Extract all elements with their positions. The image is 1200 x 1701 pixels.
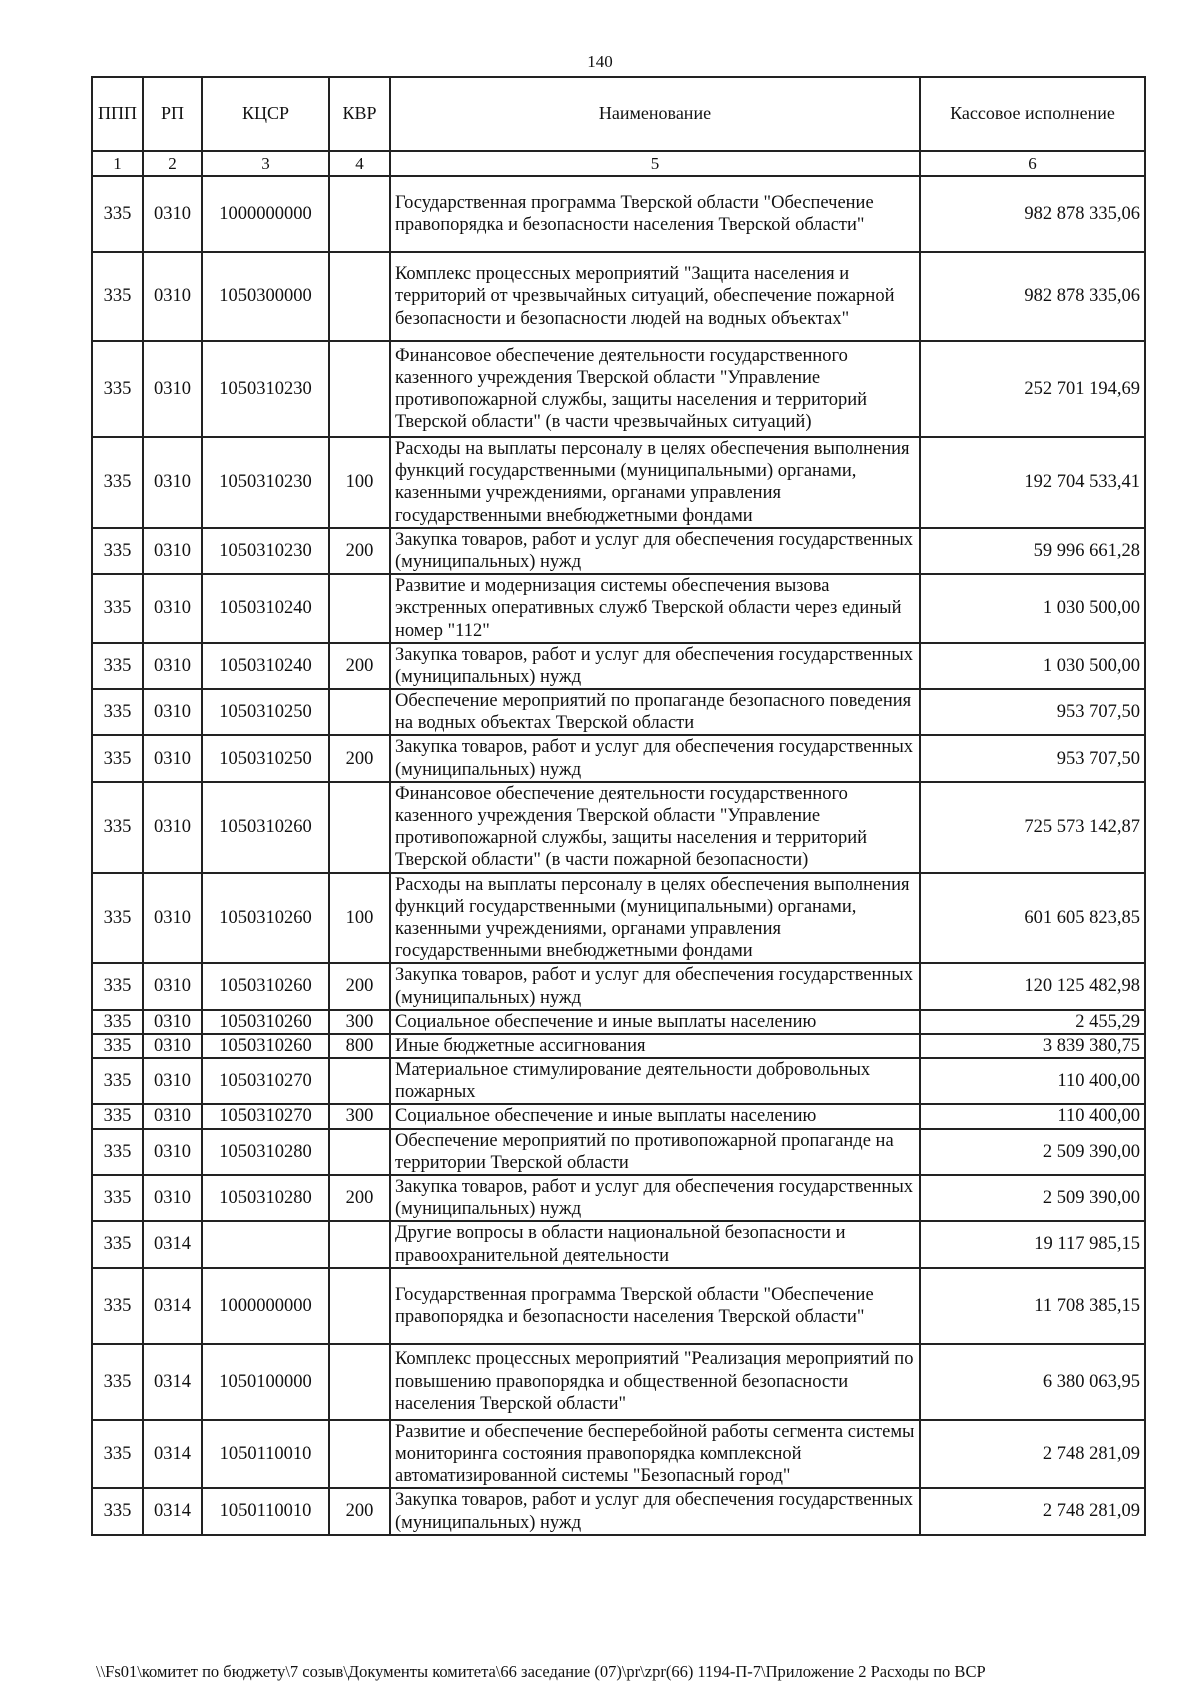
cell-ppp: 335 (92, 252, 143, 341)
cell-name: Иные бюджетные ассигнования (390, 1034, 920, 1058)
cell-name: Расходы на выплаты персоналу в целях обеспечения выполнения функций государственными (муниципальными) органами, казенными учреждениями, органами управления государственными внебюджетными фондами (390, 437, 920, 528)
cell-kvr (329, 782, 390, 873)
cell-rp: 0310 (143, 176, 202, 252)
cell-rp: 0314 (143, 1488, 202, 1534)
cell-amount: 59 996 661,28 (920, 528, 1145, 574)
cell-amount: 120 125 482,98 (920, 963, 1145, 1009)
cell-kvr: 200 (329, 963, 390, 1009)
cell-amount: 252 701 194,69 (920, 341, 1145, 437)
cell-rp: 0310 (143, 528, 202, 574)
cell-amount: 601 605 823,85 (920, 873, 1145, 964)
cell-kcsr: 1050310260 (202, 1010, 329, 1034)
header-ppp: ППП (92, 77, 143, 151)
cell-amount: 2 748 281,09 (920, 1420, 1145, 1489)
header-amount: Кассовое исполнение (920, 77, 1145, 151)
column-number: 4 (329, 151, 390, 176)
cell-kvr (329, 1058, 390, 1104)
table-row (92, 782, 1145, 873)
table-row (92, 689, 1145, 735)
cell-rp: 0310 (143, 643, 202, 689)
table-row (92, 437, 1145, 528)
cell-kvr (329, 176, 390, 252)
cell-kcsr: 1050110010 (202, 1420, 329, 1489)
cell-rp: 0314 (143, 1344, 202, 1420)
cell-rp: 0310 (143, 1129, 202, 1175)
cell-ppp: 335 (92, 1010, 143, 1034)
cell-rp: 0314 (143, 1221, 202, 1267)
cell-rp: 0310 (143, 574, 202, 643)
cell-kcsr: 1050310250 (202, 689, 329, 735)
table-row (92, 574, 1145, 643)
cell-kcsr: 1050310230 (202, 437, 329, 528)
header-rp: РП (143, 77, 202, 151)
cell-rp: 0310 (143, 1058, 202, 1104)
cell-kvr (329, 1268, 390, 1344)
cell-name: Закупка товаров, работ и услуг для обеспечения государственных (муниципальных) нужд (390, 1175, 920, 1221)
table-row (92, 1420, 1145, 1489)
cell-kvr (329, 341, 390, 437)
table-row (92, 643, 1145, 689)
column-number: 2 (143, 151, 202, 176)
header-name: Наименование (390, 77, 920, 151)
table-row (92, 252, 1145, 341)
cell-kcsr: 1050310230 (202, 528, 329, 574)
cell-name: Закупка товаров, работ и услуг для обеспечения государственных (муниципальных) нужд (390, 963, 920, 1009)
cell-ppp: 335 (92, 1344, 143, 1420)
cell-kcsr: 1050100000 (202, 1344, 329, 1420)
cell-kcsr: 1050310280 (202, 1129, 329, 1175)
cell-kcsr: 1050310240 (202, 643, 329, 689)
cell-kvr: 100 (329, 437, 390, 528)
cell-kcsr: 1050110010 (202, 1488, 329, 1534)
cell-rp: 0310 (143, 963, 202, 1009)
header-kcsr: КЦСР (202, 77, 329, 151)
cell-name: Закупка товаров, работ и услуг для обеспечения государственных (муниципальных) нужд (390, 735, 920, 781)
table-row (92, 1488, 1145, 1534)
cell-amount: 2 509 390,00 (920, 1129, 1145, 1175)
cell-kcsr: 1050310230 (202, 341, 329, 437)
cell-amount: 110 400,00 (920, 1104, 1145, 1128)
cell-amount: 953 707,50 (920, 735, 1145, 781)
cell-name: Обеспечение мероприятий по пропаганде безопасного поведения на водных объектах Тверской области (390, 689, 920, 735)
table-row (92, 1221, 1145, 1267)
cell-kcsr: 1050300000 (202, 252, 329, 341)
cell-kvr (329, 1221, 390, 1267)
table-row (92, 873, 1145, 964)
cell-ppp: 335 (92, 782, 143, 873)
cell-name: Финансовое обеспечение деятельности государственного казенного учреждения Тверской области "Управление противопожарной службы, защиты населения и территорий Тверской области" (в части пожарной безопасности) (390, 782, 920, 873)
cell-amount: 19 117 985,15 (920, 1221, 1145, 1267)
table-row (92, 1058, 1145, 1104)
cell-name: Государственная программа Тверской области "Обеспечение правопорядка и безопасности населения Тверской области" (390, 176, 920, 252)
cell-rp: 0310 (143, 1104, 202, 1128)
budget-table (91, 76, 1146, 1536)
cell-amount: 1 030 500,00 (920, 643, 1145, 689)
cell-name: Обеспечение мероприятий по противопожарной пропаганде на территории Тверской области (390, 1129, 920, 1175)
table-row (92, 1268, 1145, 1344)
cell-rp: 0310 (143, 689, 202, 735)
cell-ppp: 335 (92, 1129, 143, 1175)
footer-file-path: \\Fs01\комитет по бюджету\7 созыв\Документы комитета\66 заседание (07)\pr\zpr(66) 1194-П-7\Приложение 2 Расходы по ВСР (96, 1662, 986, 1681)
cell-name: Закупка товаров, работ и услуг для обеспечения государственных (муниципальных) нужд (390, 643, 920, 689)
cell-kcsr: 1050310260 (202, 1034, 329, 1058)
cell-kcsr (202, 1221, 329, 1267)
cell-ppp: 335 (92, 176, 143, 252)
cell-kvr: 300 (329, 1104, 390, 1128)
cell-kvr: 200 (329, 528, 390, 574)
cell-kcsr: 1050310260 (202, 963, 329, 1009)
cell-ppp: 335 (92, 1488, 143, 1534)
cell-kvr: 800 (329, 1034, 390, 1058)
column-number: 6 (920, 151, 1145, 176)
cell-name: Закупка товаров, работ и услуг для обеспечения государственных (муниципальных) нужд (390, 1488, 920, 1534)
cell-rp: 0310 (143, 782, 202, 873)
cell-amount: 953 707,50 (920, 689, 1145, 735)
table-body (92, 176, 1145, 1535)
cell-ppp: 335 (92, 341, 143, 437)
cell-amount: 192 704 533,41 (920, 437, 1145, 528)
cell-amount: 982 878 335,06 (920, 176, 1145, 252)
cell-kvr: 200 (329, 1488, 390, 1534)
page-number: 140 (587, 52, 613, 71)
cell-ppp: 335 (92, 873, 143, 964)
cell-amount: 110 400,00 (920, 1058, 1145, 1104)
table-row (92, 735, 1145, 781)
cell-kvr: 200 (329, 1175, 390, 1221)
cell-kcsr: 1000000000 (202, 176, 329, 252)
cell-ppp: 335 (92, 643, 143, 689)
cell-ppp: 335 (92, 1420, 143, 1489)
cell-kcsr: 1050310270 (202, 1104, 329, 1128)
cell-ppp: 335 (92, 1058, 143, 1104)
cell-amount: 1 030 500,00 (920, 574, 1145, 643)
cell-kvr: 200 (329, 643, 390, 689)
cell-amount: 2 509 390,00 (920, 1175, 1145, 1221)
cell-ppp: 335 (92, 1034, 143, 1058)
cell-kvr (329, 252, 390, 341)
cell-kcsr: 1050310270 (202, 1058, 329, 1104)
table-row (92, 1175, 1145, 1221)
cell-kcsr: 1050310240 (202, 574, 329, 643)
cell-name: Финансовое обеспечение деятельности государственного казенного учреждения Тверской области "Управление противопожарной службы, защиты населения и территорий Тверской области" (в части чрезвычайных ситуаций) (390, 341, 920, 437)
cell-name: Социальное обеспечение и иные выплаты населению (390, 1010, 920, 1034)
cell-rp: 0310 (143, 1034, 202, 1058)
cell-rp: 0310 (143, 252, 202, 341)
cell-ppp: 335 (92, 1268, 143, 1344)
cell-rp: 0310 (143, 437, 202, 528)
cell-name: Развитие и модернизация системы обеспечения вызова экстренных оперативных служб Тверской области через единый номер "112" (390, 574, 920, 643)
table-row (92, 1344, 1145, 1420)
cell-name: Социальное обеспечение и иные выплаты населению (390, 1104, 920, 1128)
cell-name: Закупка товаров, работ и услуг для обеспечения государственных (муниципальных) нужд (390, 528, 920, 574)
cell-ppp: 335 (92, 437, 143, 528)
cell-kcsr: 1000000000 (202, 1268, 329, 1344)
cell-ppp: 335 (92, 1175, 143, 1221)
cell-amount: 11 708 385,15 (920, 1268, 1145, 1344)
cell-kvr (329, 1420, 390, 1489)
column-number: 3 (202, 151, 329, 176)
cell-kcsr: 1050310250 (202, 735, 329, 781)
table-row (92, 963, 1145, 1009)
cell-amount: 2 455,29 (920, 1010, 1145, 1034)
cell-name: Комплекс процессных мероприятий "Реализация мероприятий по повышению правопорядка и общественной безопасности населения Тверской области" (390, 1344, 920, 1420)
table-row (92, 1104, 1145, 1128)
cell-name: Развитие и обеспечение бесперебойной работы сегмента системы мониторинга состояния правопорядка комплексной автоматизированной системы "Безопасный город" (390, 1420, 920, 1489)
cell-kcsr: 1050310260 (202, 873, 329, 964)
cell-kvr (329, 1344, 390, 1420)
cell-name: Другие вопросы в области национальной безопасности и правоохранительной деятельности (390, 1221, 920, 1267)
cell-ppp: 335 (92, 963, 143, 1009)
cell-kvr (329, 574, 390, 643)
table-row (92, 341, 1145, 437)
cell-rp: 0310 (143, 1175, 202, 1221)
cell-ppp: 335 (92, 528, 143, 574)
cell-ppp: 335 (92, 1104, 143, 1128)
table-row (92, 528, 1145, 574)
cell-amount: 982 878 335,06 (920, 252, 1145, 341)
cell-amount: 3 839 380,75 (920, 1034, 1145, 1058)
table-row (92, 1034, 1145, 1058)
column-number: 5 (390, 151, 920, 176)
cell-kvr (329, 1129, 390, 1175)
table-row (92, 1129, 1145, 1175)
cell-name: Расходы на выплаты персоналу в целях обеспечения выполнения функций государственными (муниципальными) органами, казенными учреждениями, органами управления государственными внебюджетными фондами (390, 873, 920, 964)
cell-kcsr: 1050310260 (202, 782, 329, 873)
cell-ppp: 335 (92, 735, 143, 781)
cell-kvr (329, 689, 390, 735)
cell-name: Государственная программа Тверской области "Обеспечение правопорядка и безопасности населения Тверской области" (390, 1268, 920, 1344)
table-row (92, 1010, 1145, 1034)
cell-amount: 2 748 281,09 (920, 1488, 1145, 1534)
cell-ppp: 335 (92, 689, 143, 735)
cell-kvr: 100 (329, 873, 390, 964)
cell-rp: 0314 (143, 1420, 202, 1489)
cell-ppp: 335 (92, 574, 143, 643)
cell-rp: 0310 (143, 341, 202, 437)
cell-kcsr: 1050310280 (202, 1175, 329, 1221)
cell-rp: 0310 (143, 1010, 202, 1034)
header-kvr: КВР (329, 77, 390, 151)
cell-amount: 6 380 063,95 (920, 1344, 1145, 1420)
cell-ppp: 335 (92, 1221, 143, 1267)
cell-rp: 0310 (143, 873, 202, 964)
table-row (92, 176, 1145, 252)
cell-amount: 725 573 142,87 (920, 782, 1145, 873)
cell-name: Материальное стимулирование деятельности добровольных пожарных (390, 1058, 920, 1104)
cell-name: Комплекс процессных мероприятий "Защита населения и территорий от чрезвычайных ситуаций, обеспечение пожарной безопасности и безопасности людей на водных объектах" (390, 252, 920, 341)
cell-rp: 0314 (143, 1268, 202, 1344)
cell-rp: 0310 (143, 735, 202, 781)
cell-kvr: 300 (329, 1010, 390, 1034)
column-number: 1 (92, 151, 143, 176)
cell-kvr: 200 (329, 735, 390, 781)
